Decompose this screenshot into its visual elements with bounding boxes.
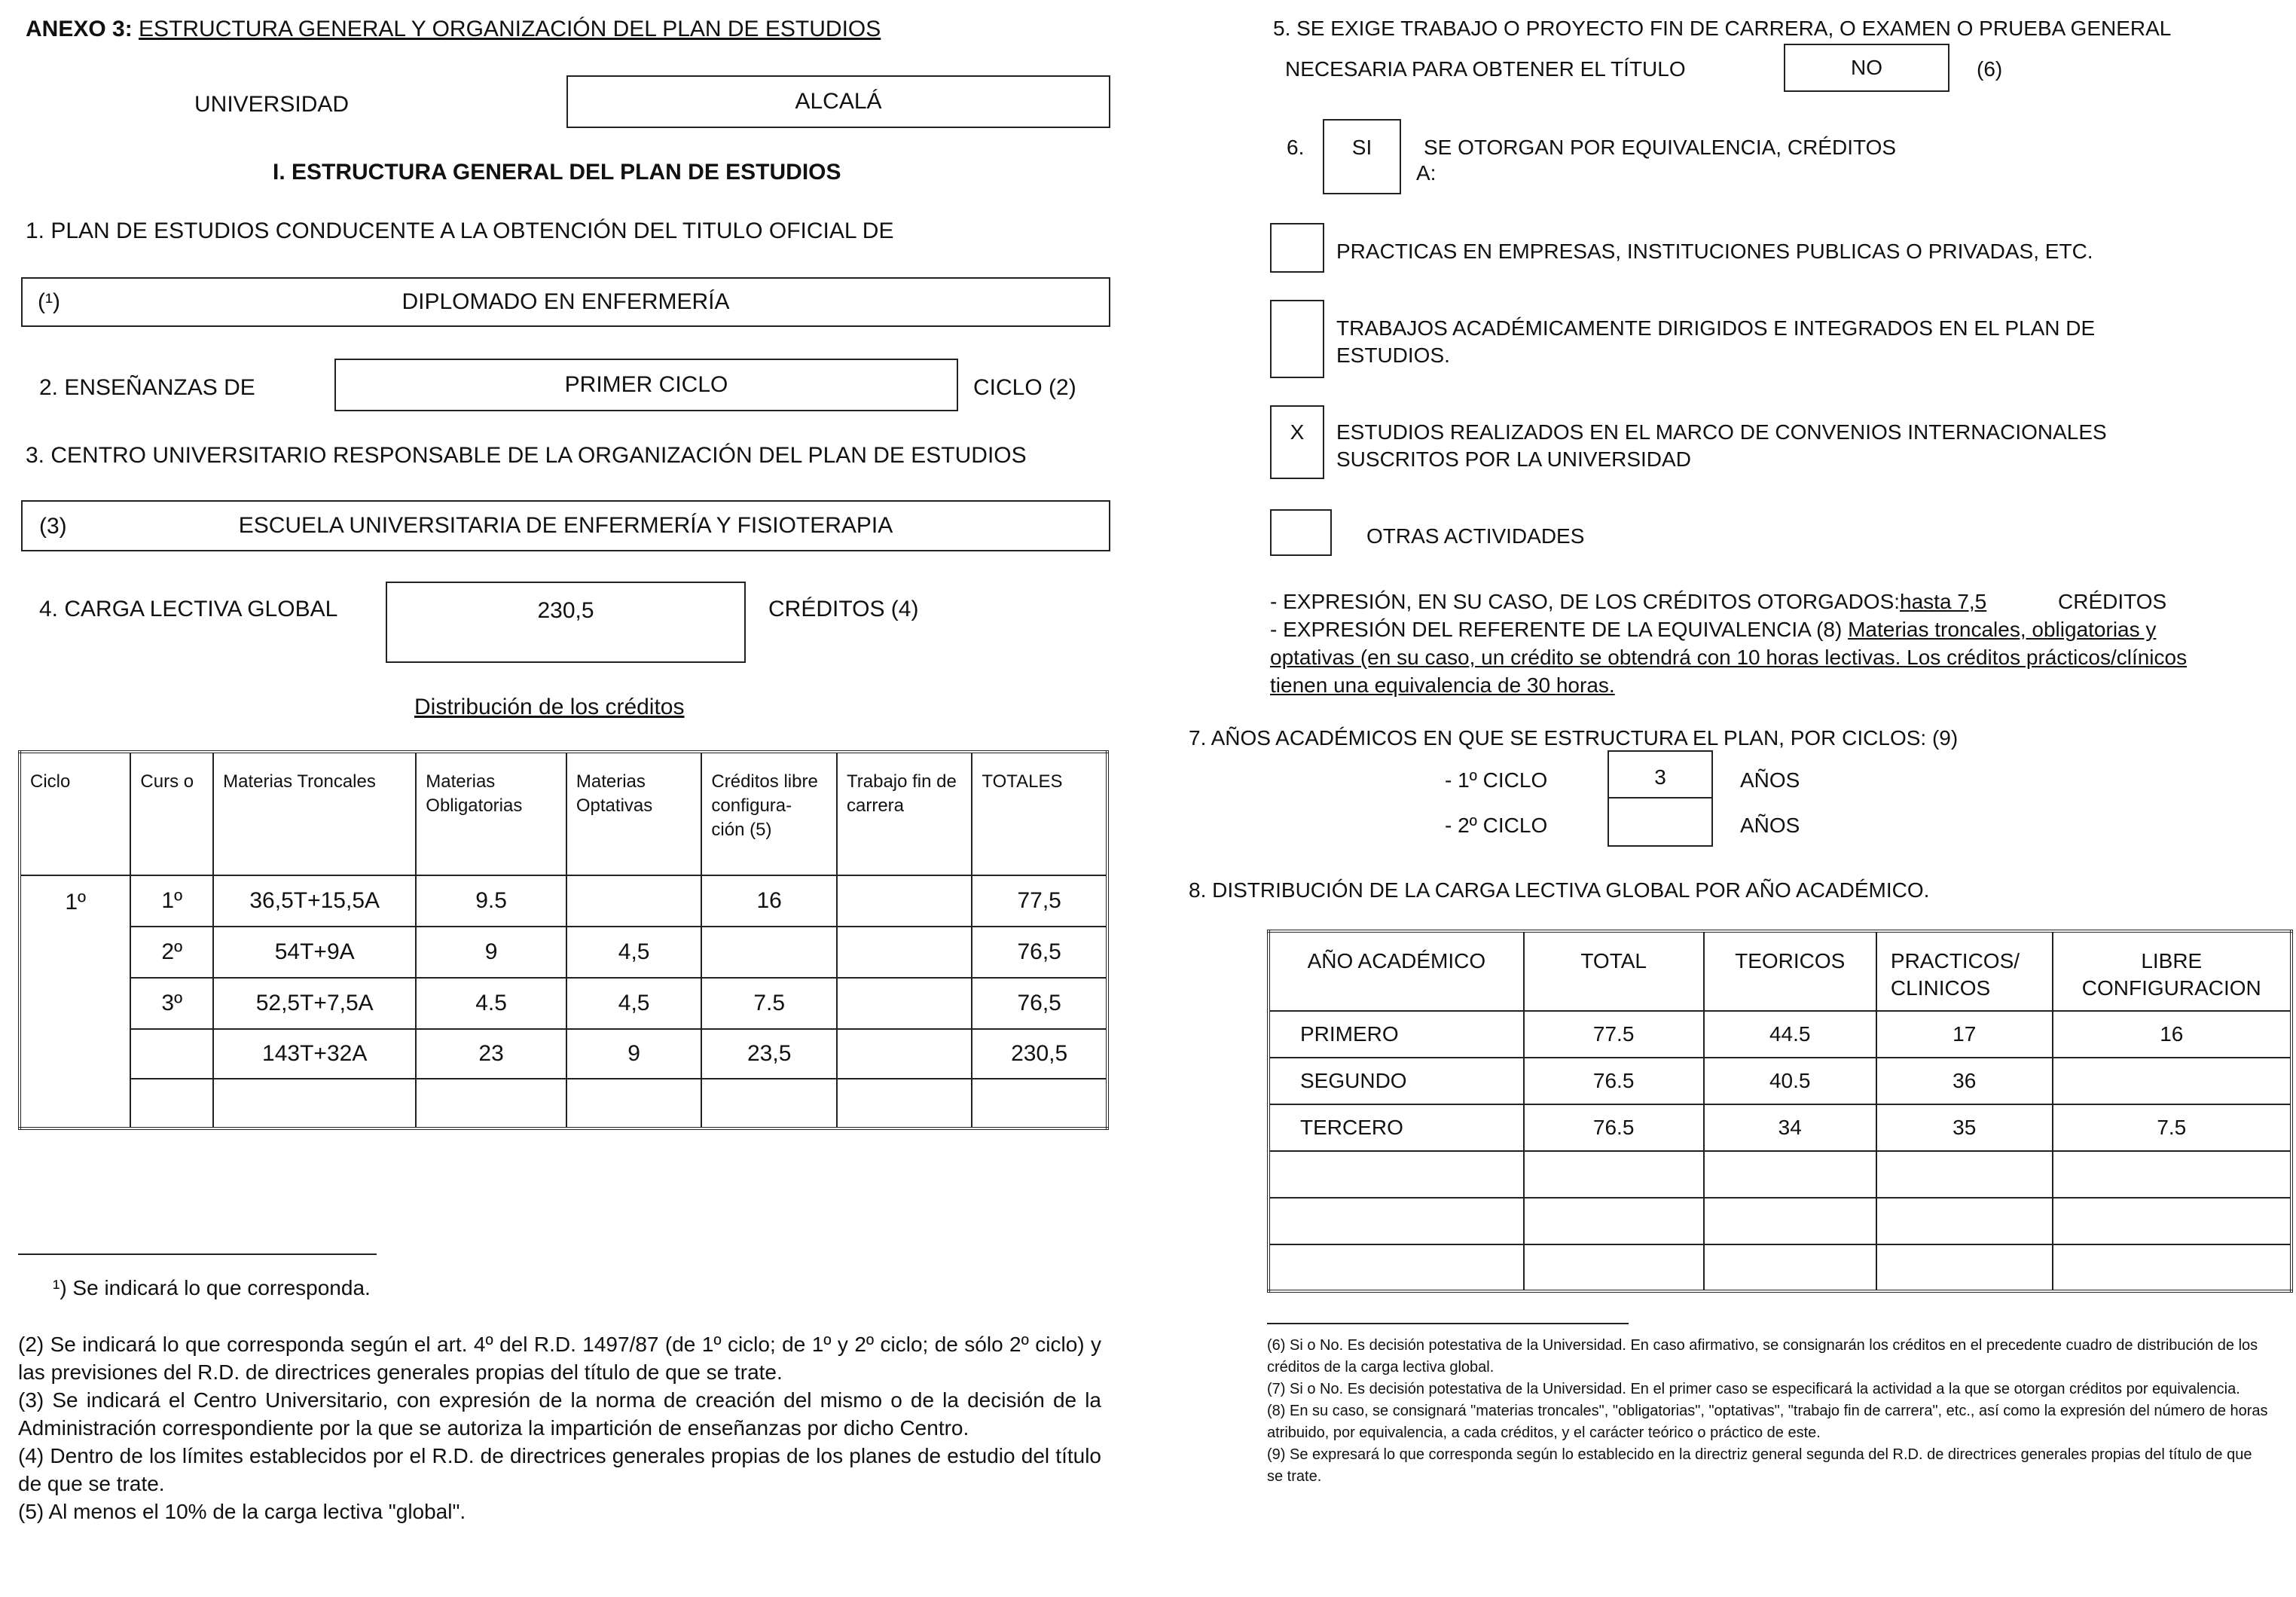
cell: 3º	[130, 978, 213, 1029]
item2-suffix: CICLO (2)	[973, 375, 1076, 400]
header-practicos: PRACTICOS/ CLINICOS	[1876, 931, 2053, 1011]
header-total: TOTAL	[1524, 931, 1704, 1011]
section-title: I. ESTRUCTURA GENERAL DEL PLAN DE ESTUDIOS	[273, 160, 841, 185]
footnote-divider-right	[1267, 1323, 1629, 1324]
cell	[566, 875, 702, 927]
cycle1-unit: AÑOS	[1740, 768, 1800, 792]
footnote-2: (2) Se indicará lo que corresponda según el art. 4º del R.D. 1497/87 (de 1º ciclo; de 1º y 2º ciclo; de sólo 2º ciclo) y las previsiones del R.D. de directrices generales propias del título de que se trate.	[18, 1333, 1101, 1384]
option-label-line: ESTUDIOS REALIZADOS EN EL MARCO DE CONVENIOS INTERNACIONALES	[1336, 420, 2107, 444]
header-teoricos: TEORICOS	[1704, 931, 1876, 1011]
item5-note: (6)	[1977, 57, 2003, 81]
item2-value: PRIMER CICLO	[564, 372, 728, 397]
item5-line1: 5. SE EXIGE TRABAJO O PROYECTO FIN DE CARRERA, O EXAMEN O PRUEBA GENERAL	[1273, 17, 2172, 40]
footnote-8: (8) En su caso, se consignará "materias troncales", "obligatorias", "optativas", "trabajo fin de carrera", etc., así como la expresión del número de horas atribuido, por equivalencia, a cada créditos, y el carácter teórico o práctico de este.	[1267, 1403, 2268, 1441]
dist-title: Distribución de los créditos	[414, 695, 685, 719]
cell	[837, 1079, 972, 1128]
header-optativas: Materias Optativas	[566, 752, 702, 875]
table-row-empty	[20, 1079, 1107, 1128]
cell	[2053, 1058, 2291, 1104]
cell: 77.5	[1524, 1011, 1704, 1058]
option-checkbox-trabajos[interactable]	[1270, 300, 1324, 378]
item8-text: 8. DISTRIBUCIÓN DE LA CARGA LECTIVA GLOBAL POR AÑO ACADÉMICO.	[1189, 878, 1930, 902]
cell: 230,5	[972, 1029, 1107, 1079]
cell: 76.5	[1524, 1104, 1704, 1151]
cell: 54T+9A	[213, 927, 416, 978]
option-label-line: ESTUDIOS.	[1336, 344, 1450, 367]
expression-referent-label: - EXPRESIÓN DEL REFERENTE DE LA EQUIVALENCIA (8)	[1270, 618, 1843, 641]
degree-field	[21, 277, 1110, 327]
expression-referent	[1270, 615, 2242, 699]
footnote-divider	[18, 1253, 377, 1255]
university-value: ALCALÁ	[795, 89, 882, 114]
cell: 35	[1876, 1104, 2053, 1151]
cell	[701, 1079, 837, 1128]
item4-value: 230,5	[537, 598, 594, 623]
footnote-5: (5) Al menos el 10% de la carga lectiva "global".	[18, 1500, 466, 1523]
item4-label: 4. CARGA LECTIVA GLOBAL	[39, 597, 338, 621]
table-row	[1269, 1011, 2291, 1058]
cell: PRIMERO	[1269, 1011, 1524, 1058]
annex-label: ANEXO 3:	[26, 17, 133, 41]
cell: SEGUNDO	[1269, 1058, 1524, 1104]
cycle1-field	[1608, 750, 1713, 798]
cell	[1704, 1244, 1876, 1291]
cell: 2º	[130, 927, 213, 978]
cycle2-field	[1608, 797, 1713, 847]
header-totales: TOTALES	[972, 752, 1107, 875]
cell: 16	[2053, 1011, 2291, 1058]
table-row	[1269, 1104, 2291, 1151]
cell	[1524, 1151, 1704, 1198]
cell	[701, 927, 837, 978]
cell: 52,5T+7,5A	[213, 978, 416, 1029]
header-ano: AÑO ACADÉMICO	[1269, 931, 1524, 1011]
expression-block	[1270, 588, 2242, 699]
cell: 1º	[130, 875, 213, 927]
header-obligatorias: Materias Obligatorias	[416, 752, 566, 875]
cell	[416, 1079, 566, 1128]
cell: TERCERO	[1269, 1104, 1524, 1151]
footnote-7: (7) Si o No. Es decisión potestativa de la Universidad. En el primer caso se especificará la actividad a la que se otorgan créditos por equivalencia.	[1267, 1381, 2240, 1397]
footnotes-right	[1267, 1335, 2269, 1488]
cycle2-unit: AÑOS	[1740, 814, 1800, 837]
cell: 44.5	[1704, 1011, 1876, 1058]
cell: 143T+32A	[213, 1029, 416, 1079]
item1-text: 1. PLAN DE ESTUDIOS CONDUCENTE A LA OBTENCIÓN DEL TITULO OFICIAL DE	[26, 218, 894, 243]
item5-field	[1784, 44, 1949, 92]
cell: 36,5T+15,5A	[213, 875, 416, 927]
footnote-6: (6) Si o No. Es decisión potestativa de la Universidad. En caso afirmativo, se consignarán los créditos en el precedente cuadro de distribución de los créditos de la carga lectiva global.	[1267, 1337, 2258, 1376]
header-libre-configuracion: Créditos libre configura- ción (5)	[701, 752, 837, 875]
cell: 7.5	[2053, 1104, 2291, 1151]
checkbox-mark: X	[1290, 420, 1305, 444]
option-checkbox-otras[interactable]	[1270, 509, 1332, 556]
footnote-1: ¹) Se indicará lo que corresponda.	[53, 1276, 371, 1299]
university-label: UNIVERSIDAD	[194, 92, 350, 117]
cell: 4.5	[416, 978, 566, 1029]
table-row-empty	[1269, 1198, 2291, 1244]
cell	[1876, 1198, 2053, 1244]
header-troncales: Materias Troncales	[213, 752, 416, 875]
cell: 9	[416, 927, 566, 978]
item6-field	[1323, 119, 1401, 194]
center-value: ESCUELA UNIVERSITARIA DE ENFERMERÍA Y FISIOTERAPIA	[238, 513, 893, 538]
cell: 23,5	[701, 1029, 837, 1079]
cell	[837, 927, 972, 978]
cell	[1269, 1244, 1524, 1291]
cell: 23	[416, 1029, 566, 1079]
cell	[837, 978, 972, 1029]
degree-value: DIPLOMADO EN ENFERMERÍA	[401, 289, 730, 314]
header-trabajo-fin: Trabajo fin de carrera	[837, 752, 972, 875]
cell-ciclo: 1º	[20, 875, 130, 1128]
expression-credits-suffix: CRÉDITOS	[2058, 590, 2167, 613]
cell	[1524, 1244, 1704, 1291]
option-label-convenios	[1336, 419, 2107, 473]
option-checkbox-convenios[interactable]	[1270, 405, 1324, 479]
table-row-totals	[20, 1029, 1107, 1079]
degree-note: (¹)	[38, 289, 60, 314]
annex-title: ESTRUCTURA GENERAL Y ORGANIZACIÓN DEL PLAN DE ESTUDIOS	[139, 17, 881, 41]
cell	[972, 1079, 1107, 1128]
item4-suffix: CRÉDITOS (4)	[768, 597, 919, 621]
cell: 17	[1876, 1011, 2053, 1058]
item5-value: NO	[1851, 56, 1882, 79]
cell	[1704, 1151, 1876, 1198]
option-label-otras: OTRAS ACTIVIDADES	[1366, 524, 1585, 548]
footnote-4: (4) Dentro de los límites establecidos por el R.D. de directrices generales propias de los planes de estudio del título de que se trate.	[18, 1444, 1101, 1495]
cell	[1524, 1198, 1704, 1244]
cell	[130, 1029, 213, 1079]
center-note: (3)	[39, 514, 67, 539]
cell	[837, 875, 972, 927]
table-row	[20, 875, 1107, 927]
cell: 7.5	[701, 978, 837, 1029]
cell: 9	[566, 1029, 702, 1079]
table-row-empty	[1269, 1244, 2291, 1291]
item2-field	[334, 359, 958, 411]
footnote-3: (3) Se indicará el Centro Universitario, con expresión de la norma de creación del mismo o de la decisión de la Administración correspondiente por la que se autoriza la impartición de enseñanzas por dicho Centro.	[18, 1388, 1101, 1440]
cell: 34	[1704, 1104, 1876, 1151]
table-row	[20, 978, 1107, 1029]
option-label-line: TRABAJOS ACADÉMICAMENTE DIRIGIDOS E INTEGRADOS EN EL PLAN DE	[1336, 316, 2096, 340]
cell	[1876, 1244, 2053, 1291]
table-row-empty	[1269, 1151, 2291, 1198]
item6-value: SI	[1351, 136, 1372, 159]
expression-credits	[1270, 588, 2242, 615]
cell	[1704, 1198, 1876, 1244]
cell: 76.5	[1524, 1058, 1704, 1104]
cell: 77,5	[972, 875, 1107, 927]
university-field	[566, 75, 1110, 128]
cell: 9.5	[416, 875, 566, 927]
header-ciclo: Ciclo	[20, 752, 130, 875]
cell	[566, 1079, 702, 1128]
header-curso: Curs o	[130, 752, 213, 875]
item4-field	[386, 582, 746, 663]
cell	[213, 1079, 416, 1128]
option-label-practicas: PRACTICAS EN EMPRESAS, INSTITUCIONES PUBLICAS O PRIVADAS, ETC.	[1336, 240, 2093, 263]
expression-credits-value: hasta 7,5	[1900, 590, 1987, 613]
credits-distribution-table	[18, 750, 1109, 1130]
cell: 4,5	[566, 978, 702, 1029]
cycle1-label: - 1º CICLO	[1445, 768, 1548, 792]
center-field	[21, 500, 1110, 551]
cell: 16	[701, 875, 837, 927]
cell	[1269, 1198, 1524, 1244]
cell	[837, 1029, 972, 1079]
cell	[1269, 1151, 1524, 1198]
footnotes-left	[18, 1330, 1101, 1525]
table-header-row	[20, 752, 1107, 875]
table-row	[20, 927, 1107, 978]
cycle2-label: - 2º CICLO	[1445, 814, 1548, 837]
cell: 36	[1876, 1058, 2053, 1104]
cell: 40.5	[1704, 1058, 1876, 1104]
table-row	[1269, 1058, 2291, 1104]
cell	[2053, 1151, 2291, 1198]
item6-text1: SE OTORGAN POR EQUIVALENCIA, CRÉDITOS	[1424, 136, 1897, 159]
item5-line2: NECESARIA PARA OBTENER EL TÍTULO	[1285, 57, 1686, 81]
item7-text: 7. AÑOS ACADÉMICOS EN QUE SE ESTRUCTURA EL PLAN, POR CICLOS: (9)	[1189, 726, 1959, 750]
cell: 76,5	[972, 927, 1107, 978]
footnote-9: (9) Se expresará lo que corresponda según lo establecido en la directriz general segunda del R.D. de directrices generales propias del título de que se trate.	[1267, 1446, 2252, 1485]
cell: 4,5	[566, 927, 702, 978]
item6-text2: A:	[1416, 161, 1437, 185]
cell	[2053, 1198, 2291, 1244]
item2-label: 2. ENSEÑANZAS DE	[39, 375, 255, 400]
table-header-row	[1269, 931, 2291, 1011]
cell	[2053, 1244, 2291, 1291]
item3-text: 3. CENTRO UNIVERSITARIO RESPONSABLE DE LA ORGANIZACIÓN DEL PLAN DE ESTUDIOS	[26, 443, 1027, 468]
expression-referent-value: Materias troncales, obligatorias y optativas (en su caso, un crédito se obtendrá con 10 horas lectivas. Los créditos prácticos/clínicos tienen una equivalencia de 30 horas.	[1270, 618, 2188, 697]
cell	[130, 1079, 213, 1128]
expression-credits-label: - EXPRESIÓN, EN SU CASO, DE LOS CRÉDITOS OTORGADOS:	[1270, 590, 1901, 613]
annex-heading	[26, 17, 881, 42]
option-checkbox-practicas[interactable]	[1270, 223, 1324, 273]
item6-num: 6.	[1287, 136, 1305, 159]
cell: 76,5	[972, 978, 1107, 1029]
option-label-trabajos	[1336, 315, 2095, 369]
cell	[1876, 1151, 2053, 1198]
carga-lectiva-table	[1267, 930, 2293, 1293]
cycle1-value: 3	[1654, 765, 1666, 789]
header-libre: LIBRE CONFIGURACION	[2053, 931, 2291, 1011]
option-label-line: SUSCRITOS POR LA UNIVERSIDAD	[1336, 447, 1691, 471]
